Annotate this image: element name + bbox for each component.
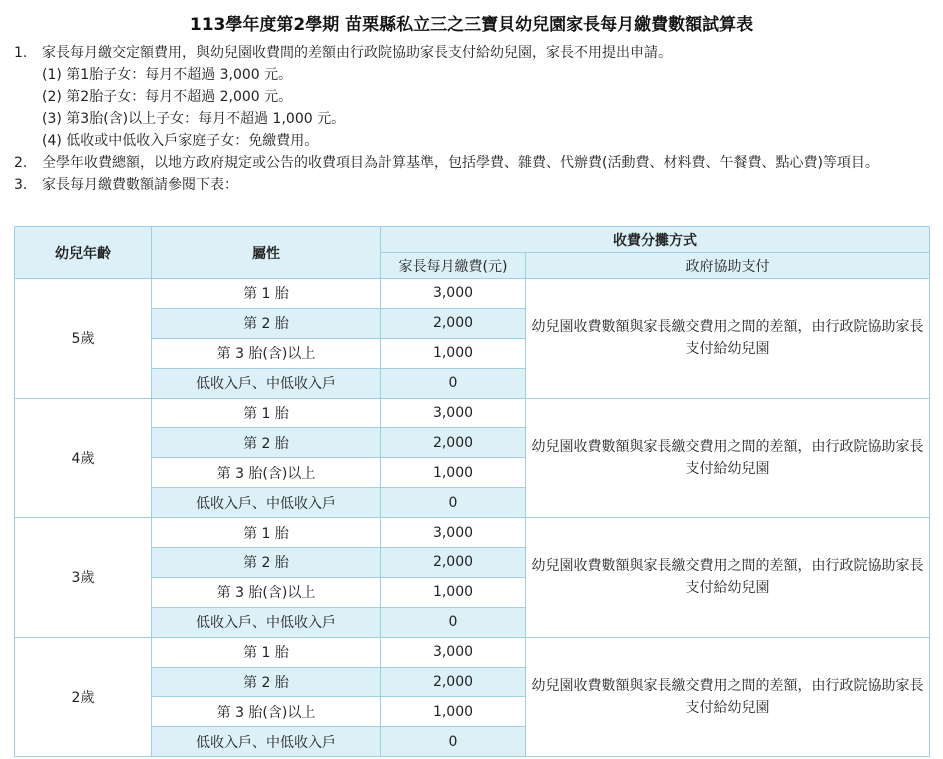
note-sub-item: (1) 第1胎子女：每月不超過 3,000 元。 (42, 67, 293, 83)
attr-cell: 第 2 胎 (152, 428, 381, 458)
header-gov: 政府協助支付 (526, 253, 930, 279)
fee-cell: 3,000 (381, 518, 526, 548)
header-method: 收費分攤方式 (381, 227, 930, 253)
note-text: 家長每月繳交定額費用，與幼兒園收費間的差額由行政院協助家長支付給幼兒園，家長不用提出申請。 (42, 45, 672, 61)
table-row (15, 518, 930, 548)
attr-cell: 低收入戶、中低收入戶 (152, 607, 381, 637)
attr-cell: 第 2 胎 (152, 548, 381, 578)
attr-cell: 第 3 胎(含)以上 (152, 577, 381, 607)
table-row (15, 398, 930, 428)
attr-cell: 第 3 胎(含)以上 (152, 697, 381, 727)
fee-cell: 1,000 (381, 458, 526, 488)
attr-cell: 第 2 胎 (152, 667, 381, 697)
note-number: 3. (14, 177, 28, 193)
attr-cell: 低收入戶、中低收入戶 (152, 368, 381, 398)
fee-table (14, 226, 930, 757)
header-attr: 屬性 (152, 227, 381, 279)
fee-cell: 1,000 (381, 577, 526, 607)
attr-cell: 第 1 胎 (152, 518, 381, 548)
attr-cell: 第 3 胎(含)以上 (152, 338, 381, 368)
fee-cell: 0 (381, 368, 526, 398)
fee-cell: 3,000 (381, 637, 526, 667)
age-cell: 2歲 (15, 637, 152, 757)
fee-cell: 0 (381, 727, 526, 757)
attr-cell: 第 1 胎 (152, 637, 381, 667)
fee-cell: 1,000 (381, 697, 526, 727)
attr-cell: 低收入戶、中低收入戶 (152, 727, 381, 757)
note-sub-item: (3) 第3胎(含)以上子女：每月不超過 1,000 元。 (42, 111, 346, 127)
attr-cell: 第 3 胎(含)以上 (152, 458, 381, 488)
gov-cell: 幼兒園收費數額與家長繳交費用之間的差額，由行政院協助家長支付給幼兒園 (526, 637, 930, 757)
note-sub-item: (2) 第2胎子女：每月不超過 2,000 元。 (42, 89, 293, 105)
fee-cell: 2,000 (381, 308, 526, 338)
fee-cell: 2,000 (381, 667, 526, 697)
note-sub-item: (4) 低收或中低收入戶家庭子女：免繳費用。 (42, 133, 319, 149)
gov-cell: 幼兒園收費數額與家長繳交費用之間的差額，由行政院協助家長支付給幼兒園 (526, 398, 930, 518)
header-age: 幼兒年齡 (15, 227, 152, 279)
notes-list (14, 42, 929, 196)
table-row (15, 637, 930, 667)
fee-cell: 3,000 (381, 279, 526, 309)
fee-cell: 2,000 (381, 548, 526, 578)
fee-cell: 0 (381, 607, 526, 637)
gov-cell: 幼兒園收費數額與家長繳交費用之間的差額，由行政院協助家長支付給幼兒園 (526, 518, 930, 638)
note-item (14, 174, 929, 196)
note-item (14, 152, 929, 174)
age-cell: 5歲 (15, 279, 152, 399)
page-title: 113學年度第2學期 苗栗縣私立三之三寶貝幼兒園家長每月繳費數額試算表 (189, 15, 754, 35)
fee-cell: 0 (381, 488, 526, 518)
header-parent-fee: 家長每月繳費(元) (381, 253, 526, 279)
attr-cell: 第 1 胎 (152, 398, 381, 428)
fee-cell: 3,000 (381, 398, 526, 428)
note-item (14, 42, 929, 64)
note-number: 1. (14, 45, 28, 61)
age-cell: 3歲 (15, 518, 152, 638)
fee-cell: 1,000 (381, 338, 526, 368)
note-text: 家長每月繳費數額請參閱下表： (42, 177, 238, 193)
gov-cell: 幼兒園收費數額與家長繳交費用之間的差額，由行政院協助家長支付給幼兒園 (526, 279, 930, 399)
fee-cell: 2,000 (381, 428, 526, 458)
age-cell: 4歲 (15, 398, 152, 518)
table-row (15, 279, 930, 309)
attr-cell: 第 1 胎 (152, 279, 381, 309)
attr-cell: 低收入戶、中低收入戶 (152, 488, 381, 518)
note-text: 全學年收費總額，以地方政府規定或公告的收費項目為計算基準，包括學費、雜費、代辦費(活動費、材料費、午餐費、點心費)等項目。 (42, 155, 879, 171)
note-number: 2. (14, 155, 28, 171)
attr-cell: 第 2 胎 (152, 308, 381, 338)
